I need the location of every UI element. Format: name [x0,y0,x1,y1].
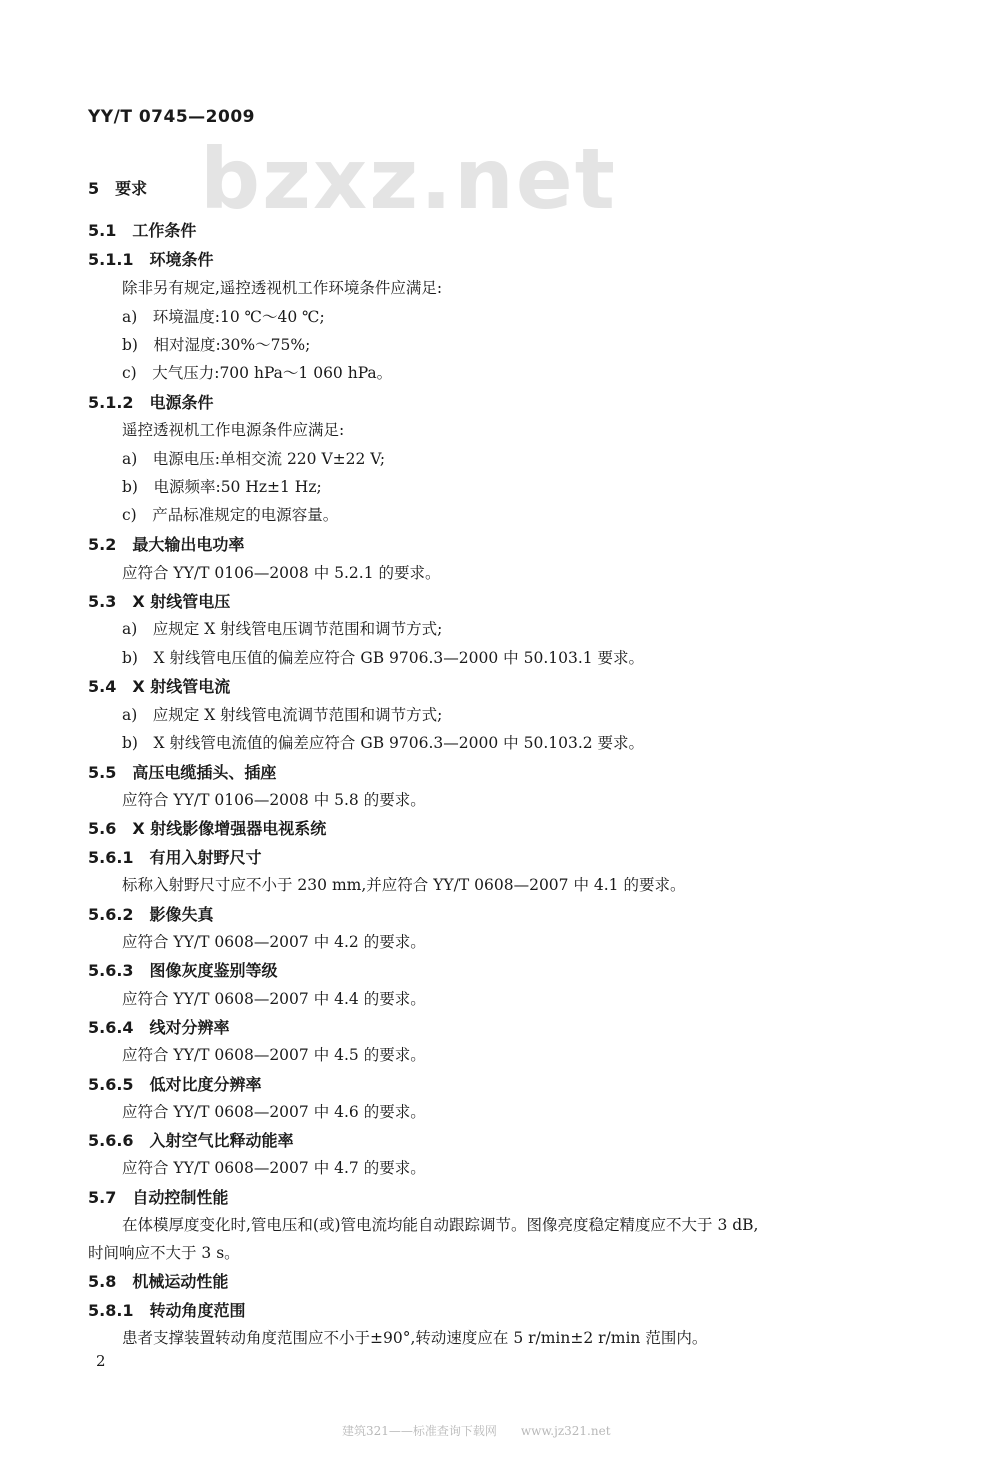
section-heading: 5.6.5 低对比度分辨率 [88,1075,262,1094]
section-heading: 5.8.1 转动角度范围 [88,1301,246,1320]
paragraph-line: 标称入射野尺寸应不小于 230 mm,并应符合 YY/T 0608—2007 中 4.1 的要求。 [122,876,686,894]
section-heading: 5.2 最大输出电功率 [88,535,245,554]
paragraph-line: 应符合 YY/T 0106—2008 中 5.8 的要求。 [122,791,426,809]
section-heading: 5.1 工作条件 [88,221,197,240]
paragraph-line: c) 大气压力:700 hPa～1 060 hPa。 [122,364,393,382]
paragraph-line: 时间响应不大于 3 s。 [88,1244,240,1262]
paragraph-line: 应符合 YY/T 0608—2007 中 4.4 的要求。 [122,990,426,1008]
section-heading: 5.6.1 有用入射野尺寸 [88,848,262,867]
paragraph-line: 在体模厚度变化时,管电压和(或)管电流均能自动跟踪调节。图像亮度稳定精度应不大于 3 dB, [122,1216,759,1234]
section-heading: 5 要求 [88,179,148,198]
paragraph-line: c) 产品标准规定的电源容量。 [122,506,339,524]
paragraph-line: 除非另有规定,遥控透视机工作环境条件应满足: [122,279,443,297]
section-heading: 5.6 X 射线影像增强器电视系统 [88,819,327,838]
paragraph-line: 应符合 YY/T 0608—2007 中 4.2 的要求。 [122,933,426,951]
section-heading: 5.6.2 影像失真 [88,905,214,924]
section-heading: 5.1.2 电源条件 [88,393,214,412]
section-heading: 5.6.6 入射空气比释动能率 [88,1131,294,1150]
section-heading: 5.6.4 线对分辨率 [88,1018,230,1037]
paragraph-line: 患者支撑装置转动角度范围应不小于±90°,转动速度应在 5 r/min±2 r/min 范围内。 [122,1329,708,1347]
paragraph-line: 应符合 YY/T 0608—2007 中 4.6 的要求。 [122,1103,426,1121]
section-heading: 5.3 X 射线管电压 [88,592,231,611]
paragraph-line: a) 电源电压:单相交流 220 V±22 V; [122,450,386,468]
paragraph-line: b) 相对湿度:30%～75%; [122,336,311,354]
paragraph-line: 应符合 YY/T 0608—2007 中 4.5 的要求。 [122,1046,426,1064]
paragraph-line: a) 应规定 X 射线管电流调节范围和调节方式; [122,706,443,724]
section-heading: 5.4 X 射线管电流 [88,677,231,696]
paragraph-line: b) X 射线管电压值的偏差应符合 GB 9706.3—2000 中 50.103.1 要求。 [122,649,645,667]
paragraph-line: 遥控透视机工作电源条件应满足: [122,421,345,439]
paragraph-line: 应符合 YY/T 0608—2007 中 4.7 的要求。 [122,1159,426,1177]
footer-watermark: 建筑321——标准查询下载网 www.jz321.net [342,1424,611,1438]
paragraph-line: a) 应规定 X 射线管电压调节范围和调节方式; [122,620,443,638]
paragraph-line: 应符合 YY/T 0106—2008 中 5.2.1 的要求。 [122,564,441,582]
section-heading: 5.8 机械运动性能 [88,1272,229,1291]
paragraph-line: b) X 射线管电流值的偏差应符合 GB 9706.3—2000 中 50.103.2 要求。 [122,734,645,752]
watermark: bzxz.net [200,130,617,228]
section-heading: 5.5 高压电缆插头、插座 [88,763,277,782]
section-heading: 5.1.1 环境条件 [88,250,214,269]
section-heading: 5.6.3 图像灰度鉴别等级 [88,961,278,980]
paragraph-line: b) 电源频率:50 Hz±1 Hz; [122,478,322,496]
section-heading: 5.7 自动控制性能 [88,1188,229,1207]
page-number: 2 [96,1352,106,1370]
paragraph-line: a) 环境温度:10 ℃～40 ℃; [122,308,325,326]
document-header: YY/T 0745—2009 [88,107,255,127]
